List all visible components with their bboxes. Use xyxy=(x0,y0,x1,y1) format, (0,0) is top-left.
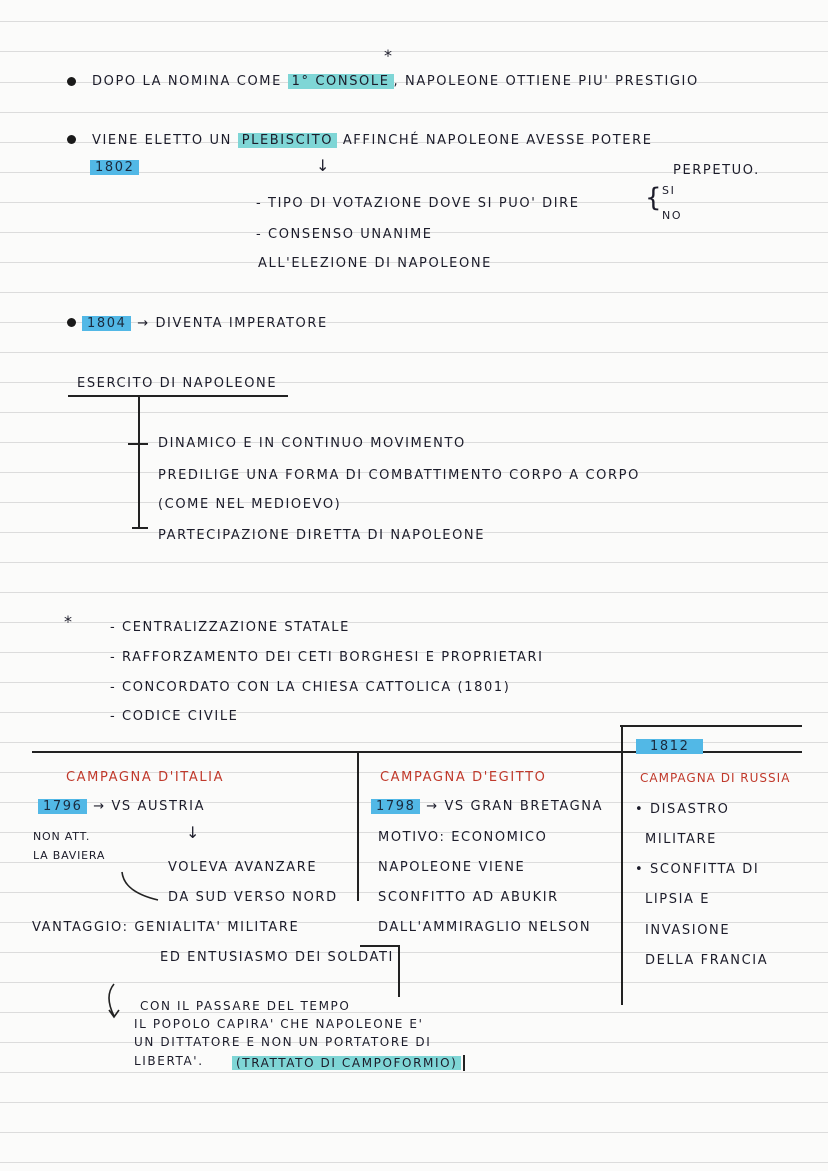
army-item-3: (COME NEL MEDIOEVO) xyxy=(158,497,342,512)
tree-tick xyxy=(132,527,148,529)
plebiscite-def-1: - TIPO DI VOTAZIONE DOVE SI PUO' DIRE xyxy=(256,196,580,211)
italy-side-1: NON ATT. xyxy=(33,830,91,843)
arrow-down-icon: ↓ xyxy=(316,156,330,175)
russia-top-line xyxy=(620,725,802,727)
italy-note-4: LIBERTA'. xyxy=(134,1054,204,1068)
campaign-egypt-year-line xyxy=(371,799,603,815)
tree-tick xyxy=(128,443,148,445)
curved-arrow-icon xyxy=(100,982,130,1022)
russia-line-2: MILITARE xyxy=(645,832,717,847)
note-consul-pre: DOPO LA NOMINA COME xyxy=(92,74,282,89)
italy-line-2: DA SUD VERSO NORD xyxy=(168,890,338,905)
russia-line-4: LIPSIA E xyxy=(645,892,711,907)
answer-yes: SI xyxy=(662,184,676,197)
note-plebiscite-pre: VIENE ELETTO UN xyxy=(92,133,232,148)
highlight-consul: 1° CONSOLE xyxy=(288,74,394,89)
reform-2: - RAFFORZAMENTO DEI CETI BORGHESI E PROPRIETARI xyxy=(110,650,544,665)
italy-note-2: IL POPOLO CAPIRA' CHE NAPOLEONE E' xyxy=(134,1017,424,1031)
army-title-underline xyxy=(68,395,288,397)
bullet xyxy=(67,318,76,327)
army-tree-line xyxy=(138,396,140,528)
year-1802: 1802 xyxy=(90,160,139,176)
note-plebiscite xyxy=(92,133,653,149)
plebiscite-def-3: ALL'ELEZIONE DI NAPOLEONE xyxy=(258,256,492,271)
plebiscite-def-2: - CONSENSO UNANIME xyxy=(256,227,433,242)
russia-line-5: INVASIONE xyxy=(645,923,731,938)
egypt-line-3: SCONFITTO AD ABUKIR xyxy=(378,890,559,905)
italy-advantage-2: ED ENTUSIASMO DEI SOLDATI xyxy=(160,950,394,965)
italy-note-3: UN DITTATORE E NON UN PORTATORE DI xyxy=(134,1035,432,1049)
bracket-line xyxy=(360,945,400,947)
note-plebiscite-tail: PERPETUO. xyxy=(673,163,760,178)
egypt-line-2: NAPOLEONE VIENE xyxy=(378,860,526,875)
campaign-egypt-title: CAMPAGNA D'EGITTO xyxy=(380,770,547,785)
army-item-2: PREDILIGE UNA FORMA DI COMBATTIMENTO CORPO A CORPO xyxy=(158,468,640,483)
year-1812: 1812 xyxy=(636,739,703,755)
italy-line-1: VOLEVA AVANZARE xyxy=(168,860,318,875)
note-consul-post: , NAPOLEONE OTTIENE PIU' PRESTIGIO xyxy=(393,74,699,89)
year-1804: 1804 xyxy=(82,316,131,331)
campaign-italy-title: CAMPAGNA D'ITALIA xyxy=(66,770,225,785)
answer-no: NO xyxy=(662,209,683,222)
italy-side-2: LA BAVIERA xyxy=(33,849,106,862)
army-item-1: DINAMICO E IN CONTINUO MOVIMENTO xyxy=(158,436,466,451)
note-emperor-text: → DIVENTA IMPERATORE xyxy=(137,316,328,331)
highlight-plebiscite: PLEBISCITO xyxy=(238,133,337,148)
treaty-campoformio: (TRATTATO DI CAMPOFORMIO) xyxy=(232,1055,465,1071)
army-title: ESERCITO DI NAPOLEONE xyxy=(77,376,278,391)
note-plebiscite-post: AFFINCHÉ NAPOLEONE AVESSE POTERE xyxy=(342,133,653,148)
egypt-line-4: DALL'AMMIRAGLIO NELSON xyxy=(378,920,592,935)
bullet xyxy=(67,77,76,86)
star-mark: * xyxy=(384,46,394,65)
campaign-russia-title: CAMPAGNA DI RUSSIA xyxy=(640,771,791,785)
italy-note-1: CON IL PASSARE DEL TEMPO xyxy=(140,999,351,1013)
bracket-line xyxy=(398,945,400,997)
year-1796: 1796 xyxy=(38,799,87,814)
note-consul xyxy=(92,74,699,90)
reform-1: - CENTRALIZZAZIONE STATALE xyxy=(110,620,350,635)
column-divider-1 xyxy=(357,751,359,901)
russia-line-1: • DISASTRO xyxy=(635,802,730,817)
campaign-egypt-vs: → VS GRAN BRETAGNA xyxy=(426,799,604,814)
campaign-italy-year-line xyxy=(38,799,205,815)
column-divider-2 xyxy=(621,725,623,1005)
bullet xyxy=(67,135,76,144)
reform-4: - CODICE CIVILE xyxy=(110,709,239,724)
italy-advantage: VANTAGGIO: GENIALITA' MILITARE xyxy=(32,920,300,935)
arrow-down-icon: ↓ xyxy=(186,823,200,842)
russia-line-6: DELLA FRANCIA xyxy=(645,953,769,968)
star-mark: * xyxy=(64,612,74,631)
curved-arrow-icon xyxy=(118,870,164,904)
note-emperor xyxy=(82,316,328,332)
reform-3: - CONCORDATO CON LA CHIESA CATTOLICA (1801) xyxy=(110,680,511,695)
russia-line-3: • SCONFITTA DI xyxy=(635,862,760,877)
army-item-4: PARTECIPAZIONE DIRETTA DI NAPOLEONE xyxy=(158,528,486,543)
brace-icon: { xyxy=(645,183,662,213)
campaign-italy-vs: → VS AUSTRIA xyxy=(93,799,206,814)
egypt-line-1: MOTIVO: ECONOMICO xyxy=(378,830,548,845)
year-1798: 1798 xyxy=(371,799,420,814)
